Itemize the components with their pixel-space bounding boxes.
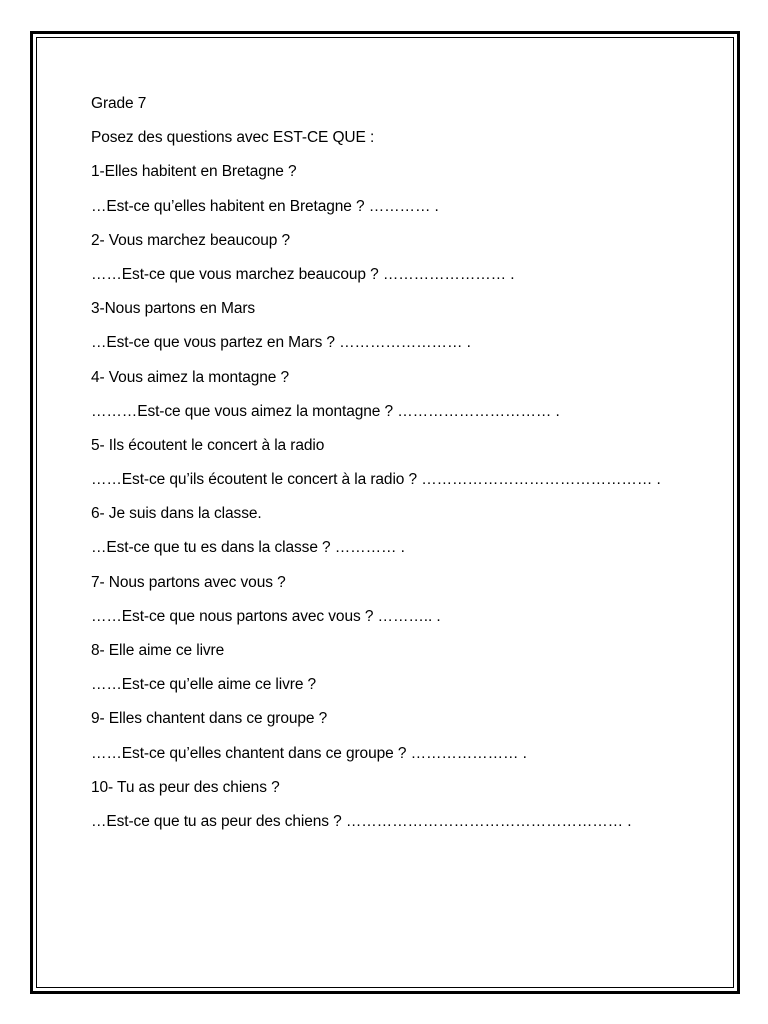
exercise-prompt: 1-Elles habitent en Bretagne ? — [91, 163, 297, 181]
exercise-prompt: 8- Elle aime ce livre — [91, 642, 225, 659]
exercise-prompt: 6- Je suis dans la classe. — [91, 505, 262, 523]
instruction: Posez des questions avec EST-CE QUE : — [91, 129, 375, 147]
exercise-prompt: 5- Ils écoutent le concert à la radio — [91, 436, 325, 454]
exercise-prompt: 9- Elles chantent dans ce groupe ? — [91, 710, 328, 728]
exercise-prompt: 4- Vous aimez la montagne ? — [91, 368, 290, 386]
exercise-answer: ………Est-ce que vous aimez la montagne ? ………………………… . — [91, 402, 560, 420]
grade-heading: Grade 7 — [91, 95, 147, 112]
exercise-prompt: 7- Nous partons avec vous ? — [91, 573, 286, 591]
exercise-prompt: 3-Nous partons en Mars — [91, 300, 256, 318]
exercise-answer: …Est-ce que tu as peur des chiens ? ……………………………………………… . — [91, 812, 632, 830]
exercise-answer: …Est-ce que tu es dans la classe ? ………… . — [91, 539, 405, 557]
exercise-answer: ……Est-ce que vous marchez beaucoup ? …………………… . — [91, 265, 515, 283]
exercise-answer: ……Est-ce qu’elle aime ce livre ? — [91, 676, 317, 694]
exercise-answer: ……Est-ce qu’ils écoutent le concert à la radio ? ……………………………………… . — [91, 471, 661, 489]
exercise-prompt: 10- Tu as peur des chiens ? — [91, 778, 280, 796]
exercise-answer: ……Est-ce qu’elles chantent dans ce groupe ? ………………… . — [91, 744, 527, 762]
exercise-prompt: 2- Vous marchez beaucoup ? — [91, 231, 291, 249]
worksheet — [91, 94, 711, 846]
exercise-answer: …Est-ce que vous partez en Mars ? …………………… . — [91, 334, 471, 352]
exercise-answer: ……Est-ce que nous partons avec vous ? ……….. . — [91, 607, 441, 625]
exercise-answer: …Est-ce qu’elles habitent en Bretagne ? ………… . — [91, 197, 439, 215]
